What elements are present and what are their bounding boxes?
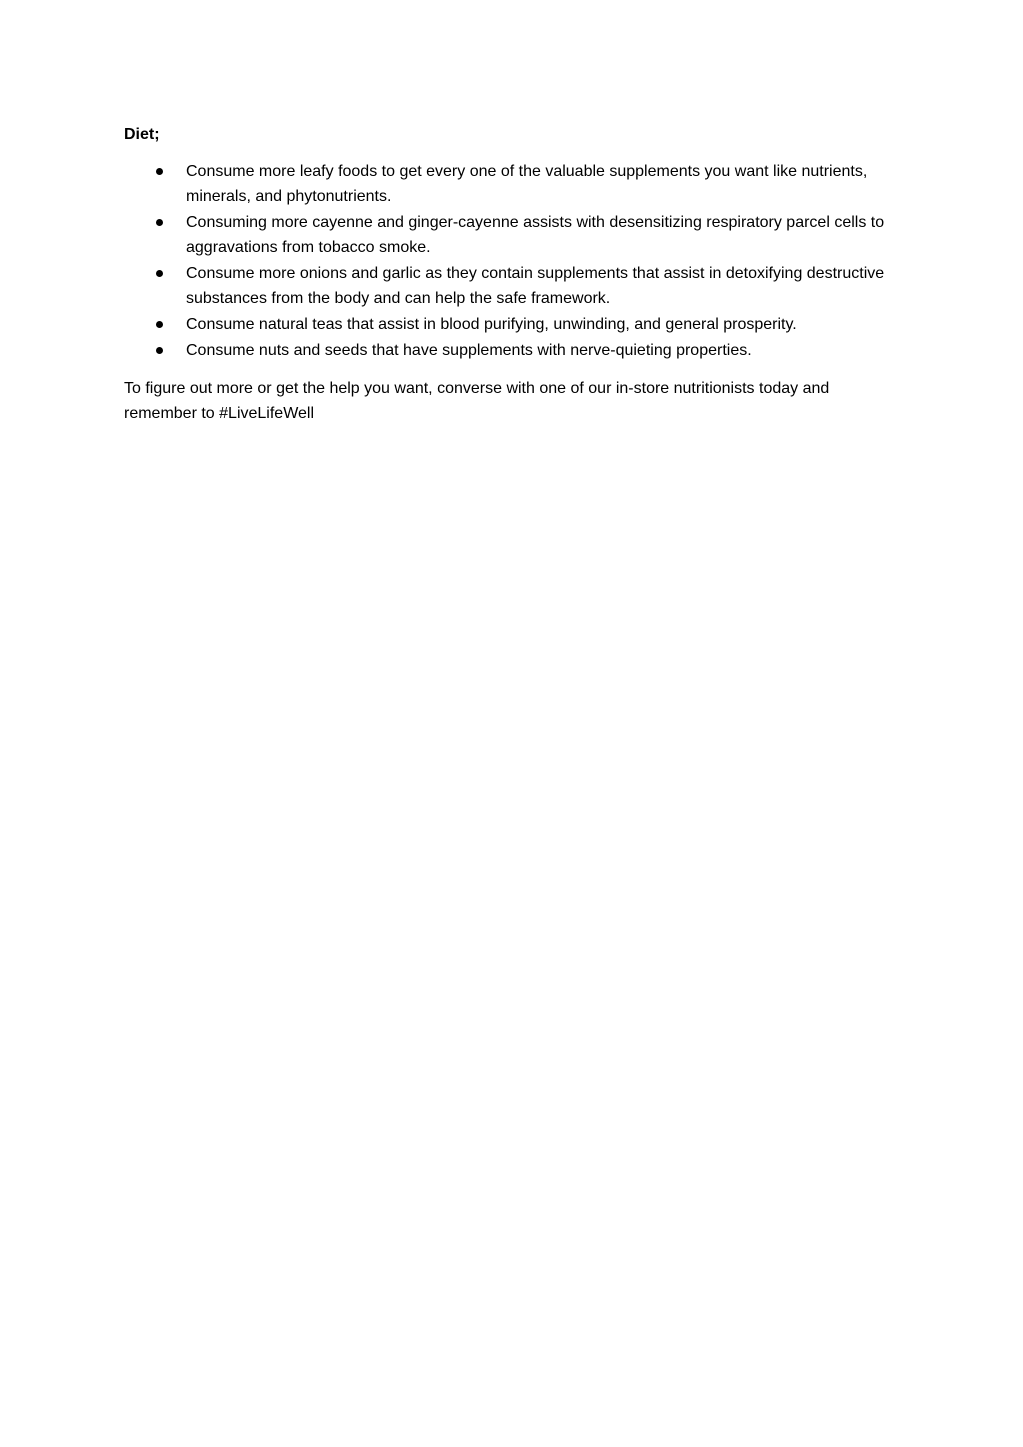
bullet-icon <box>156 219 163 226</box>
diet-bullet-list <box>124 159 894 363</box>
list-item <box>124 159 894 209</box>
section-heading: Diet; <box>124 126 160 143</box>
list-item <box>124 338 894 363</box>
bullet-icon <box>156 347 163 354</box>
list-item-text: Consume more onions and garlic as they contain supplements that assist in detoxifying destructive substances from the body and can help the safe framework. <box>186 265 885 307</box>
list-item <box>124 210 894 260</box>
bullet-icon <box>156 270 163 277</box>
list-item <box>124 312 894 337</box>
list-item-text: Consuming more cayenne and ginger-cayenne assists with desensitizing respiratory parcel cells to aggravations from tobacco smoke. <box>186 214 885 256</box>
list-item <box>124 261 894 311</box>
list-item-text: Consume nuts and seeds that have supplements with nerve-quieting properties. <box>186 342 752 359</box>
document-body <box>124 124 894 426</box>
closing-paragraph: To figure out more or get the help you want, converse with one of our in-store nutritionists today and remember to #LiveLifeWell <box>124 380 830 422</box>
bullet-icon <box>156 321 163 328</box>
bullet-icon <box>156 168 163 175</box>
list-item-text: Consume natural teas that assist in blood purifying, unwinding, and general prosperity. <box>186 316 797 333</box>
list-item-text: Consume more leafy foods to get every one of the valuable supplements you want like nutrients, minerals, and phytonutrients. <box>186 163 868 205</box>
